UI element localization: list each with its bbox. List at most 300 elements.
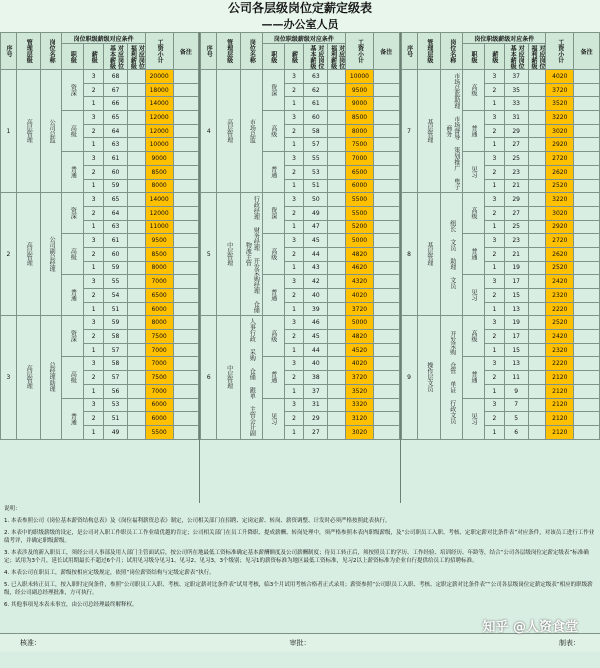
row-level: 高层管理 [217, 70, 241, 193]
row-salgrade: 2 [284, 330, 304, 344]
row-salgrade: 2 [484, 247, 504, 261]
row-remark [574, 371, 600, 385]
row-remark [173, 384, 199, 398]
row-remark [574, 261, 600, 275]
row-total: 2920 [546, 138, 574, 152]
row-remark [173, 289, 199, 303]
row-grade: 见习 [463, 275, 485, 316]
row-remark [373, 289, 399, 303]
row-welfare [528, 425, 546, 439]
row-grade: 普通 [463, 357, 485, 398]
row-post: 市场总监助理 市场督导 策划推广 电子商务 [441, 70, 463, 193]
row-salgrade: 1 [284, 384, 304, 398]
row-total: 4020 [546, 70, 574, 84]
row-level: 操作层文员 [417, 316, 441, 439]
row-base: 60 [304, 111, 328, 125]
row-welfare [328, 234, 346, 248]
row-remark [574, 425, 600, 439]
row-base: 42 [304, 275, 328, 289]
row-seq: 4 [201, 70, 217, 193]
row-remark [574, 220, 600, 234]
row-base: 25 [504, 152, 528, 166]
row-base: 15 [504, 343, 528, 357]
row-base: 58 [304, 124, 328, 138]
row-salgrade: 2 [84, 83, 104, 97]
row-total: 2420 [546, 330, 574, 344]
row-post: 总经理助理 [40, 316, 62, 439]
row-welfare [127, 425, 145, 439]
row-total: 2320 [546, 343, 574, 357]
row-salgrade: 2 [484, 206, 504, 220]
row-grade: 高级 [262, 111, 284, 152]
row-base: 44 [304, 247, 328, 261]
row-welfare [127, 357, 145, 371]
row-remark [373, 83, 399, 97]
table-row [401, 193, 599, 207]
row-total: 8000 [346, 124, 374, 138]
row-welfare [528, 220, 546, 234]
row-remark [574, 302, 600, 316]
row-total: 3520 [346, 384, 374, 398]
row-remark [173, 193, 199, 207]
header-total: 工资小计 [546, 33, 574, 70]
row-base: 13 [504, 302, 528, 316]
notes-label: 说明： [4, 506, 21, 512]
row-grade: 高级 [62, 234, 84, 275]
row-total: 6000 [145, 412, 173, 426]
row-post: 公司副总经理 [40, 193, 62, 316]
row-total: 5500 [346, 193, 374, 207]
row-welfare [528, 398, 546, 412]
row-base: 63 [104, 220, 128, 234]
row-base: 61 [304, 97, 328, 111]
row-welfare [528, 302, 546, 316]
row-base: 6 [504, 425, 528, 439]
row-remark [373, 152, 399, 166]
row-total: 6500 [145, 289, 173, 303]
row-remark [173, 111, 199, 125]
row-total: 18000 [145, 83, 173, 97]
row-seq: 2 [1, 193, 17, 316]
row-salgrade: 2 [84, 124, 104, 138]
row-welfare [328, 371, 346, 385]
row-welfare [528, 330, 546, 344]
row-seq: 3 [1, 316, 17, 439]
row-welfare [127, 124, 145, 138]
row-salgrade: 1 [284, 138, 304, 152]
row-total: 5500 [346, 206, 374, 220]
row-remark [173, 330, 199, 344]
row-base: 61 [104, 234, 128, 248]
row-total: 3720 [346, 371, 374, 385]
row-grade: 高级 [262, 234, 284, 275]
row-base: 23 [504, 234, 528, 248]
row-remark [373, 111, 399, 125]
row-base: 15 [504, 289, 528, 303]
row-remark [373, 234, 399, 248]
row-total: 4020 [346, 357, 374, 371]
row-base: 59 [104, 261, 128, 275]
row-total: 8000 [145, 179, 173, 193]
row-salgrade: 3 [284, 70, 304, 84]
row-total: 7500 [346, 138, 374, 152]
row-total: 2620 [546, 247, 574, 261]
row-grade: 高级 [62, 357, 84, 398]
row-welfare [127, 83, 145, 97]
row-welfare [127, 330, 145, 344]
row-base: 29 [304, 412, 328, 426]
row-salgrade: 3 [484, 316, 504, 330]
row-salgrade: 2 [84, 247, 104, 261]
row-grade: 高级 [463, 70, 485, 111]
row-welfare [328, 302, 346, 316]
row-base: 58 [104, 330, 128, 344]
header-base: 对应岗位基本薪级 [304, 44, 328, 70]
row-salgrade: 1 [284, 425, 304, 439]
row-salgrade: 3 [284, 275, 304, 289]
header-reqs: 岗位职级薪级对应条件 [262, 33, 345, 44]
row-base: 61 [104, 152, 128, 166]
row-base: 35 [504, 83, 528, 97]
row-level: 高层管理 [16, 70, 40, 193]
row-total: 10000 [346, 70, 374, 84]
row-welfare [528, 371, 546, 385]
row-remark [574, 152, 600, 166]
row-remark [373, 316, 399, 330]
table-row [201, 316, 399, 330]
row-salgrade: 2 [284, 289, 304, 303]
row-welfare [328, 398, 346, 412]
row-base: 66 [104, 97, 128, 111]
row-salgrade: 2 [484, 412, 504, 426]
row-salgrade: 2 [284, 247, 304, 261]
row-total: 12000 [145, 111, 173, 125]
row-base: 43 [304, 261, 328, 275]
row-base: 68 [104, 70, 128, 84]
row-salgrade: 1 [84, 261, 104, 275]
row-salgrade: 2 [484, 289, 504, 303]
row-welfare [528, 261, 546, 275]
row-base: 45 [304, 330, 328, 344]
row-base: 27 [504, 206, 528, 220]
row-salgrade: 1 [484, 425, 504, 439]
row-total: 2120 [546, 384, 574, 398]
row-seq: 5 [201, 193, 217, 316]
row-welfare [127, 70, 145, 84]
row-welfare [328, 412, 346, 426]
row-grade: 资深 [262, 70, 284, 111]
row-remark [173, 70, 199, 84]
row-salgrade: 2 [84, 330, 104, 344]
row-welfare [127, 371, 145, 385]
row-salgrade: 1 [484, 179, 504, 193]
row-remark [173, 247, 199, 261]
row-base: 46 [304, 316, 328, 330]
row-welfare [528, 316, 546, 330]
row-total: 7000 [145, 384, 173, 398]
row-welfare [528, 165, 546, 179]
row-base: 11 [504, 371, 528, 385]
row-total: 5000 [346, 234, 374, 248]
row-salgrade: 3 [84, 357, 104, 371]
row-remark [373, 357, 399, 371]
row-base: 31 [304, 398, 328, 412]
row-grade: 资深 [62, 70, 84, 111]
table-row [401, 316, 599, 330]
header-reqs: 岗位职级薪级对应条件 [463, 33, 546, 44]
row-salgrade: 2 [84, 206, 104, 220]
row-level: 中层管理 [217, 193, 241, 316]
row-base: 59 [104, 179, 128, 193]
maker-label: 制表： [559, 639, 580, 647]
row-base: 13 [504, 357, 528, 371]
row-remark [373, 275, 399, 289]
row-total: 3520 [546, 97, 574, 111]
row-welfare [528, 138, 546, 152]
row-welfare [328, 330, 346, 344]
row-level: 高层管理 [16, 316, 40, 439]
row-welfare [528, 179, 546, 193]
row-base: 27 [304, 425, 328, 439]
row-level: 高层管理 [16, 193, 40, 316]
row-welfare [127, 302, 145, 316]
row-grade: 高级 [62, 111, 84, 152]
header-reqs: 岗位职级薪级对应条件 [62, 33, 145, 44]
row-welfare [528, 111, 546, 125]
header-remark: 备注 [173, 33, 199, 70]
row-total: 6000 [145, 398, 173, 412]
row-total: 4820 [346, 330, 374, 344]
row-welfare [328, 97, 346, 111]
row-total: 3020 [546, 124, 574, 138]
row-base: 63 [304, 70, 328, 84]
row-salgrade: 1 [284, 97, 304, 111]
row-remark [173, 275, 199, 289]
row-salgrade: 2 [284, 206, 304, 220]
row-welfare [328, 275, 346, 289]
row-base: 60 [104, 165, 128, 179]
row-total: 3720 [346, 302, 374, 316]
row-total: 2520 [546, 316, 574, 330]
row-remark [373, 138, 399, 152]
row-welfare [528, 97, 546, 111]
row-base: 44 [304, 343, 328, 357]
row-total: 4020 [346, 289, 374, 303]
row-total: 2120 [546, 371, 574, 385]
table-block [200, 32, 400, 503]
row-remark [173, 234, 199, 248]
row-remark [574, 83, 600, 97]
row-total: 4520 [346, 343, 374, 357]
header-grade: 职级 [463, 44, 485, 70]
salary-table [401, 32, 600, 440]
row-welfare [127, 220, 145, 234]
row-total: 11000 [145, 220, 173, 234]
row-grade: 见习 [463, 398, 485, 439]
row-remark [373, 425, 399, 439]
header-base: 对应岗位基本薪级 [104, 44, 128, 70]
row-salgrade: 3 [84, 234, 104, 248]
row-salgrade: 1 [484, 97, 504, 111]
row-remark [373, 193, 399, 207]
row-welfare [528, 124, 546, 138]
note-item: 6. 其他事项见本表未事宜，由公司总经理最终解释权。 [4, 602, 138, 608]
row-salgrade: 1 [84, 97, 104, 111]
row-salgrade: 1 [484, 220, 504, 234]
row-remark [373, 371, 399, 385]
row-salgrade: 1 [84, 220, 104, 234]
row-welfare [528, 193, 546, 207]
row-total: 8000 [145, 316, 173, 330]
row-remark [173, 138, 199, 152]
note-item: 3. 本表涉及的新入职员工，须经公司人事部及用人部门主管面试后，按公司所在地最低工资标准确定基本薪酬额度及公司薪酬制度；待员工转正后，须按照员工的学历、工作经验、培训经历、年龄等，结合“公司各层级岗位定薪定级表”标准确定；试用为3个月，延长试用期最长不超过6个月；试用见习级分见习1、见习2、见习3，3个级别；见习1的薪资标准为地区最低工资标准，见习2以上薪资标准为企业自行提供给员工的招聘标准。 [4, 550, 589, 564]
row-total: 5000 [346, 316, 374, 330]
row-grade: 高级 [463, 316, 485, 357]
row-welfare [328, 193, 346, 207]
row-base: 37 [504, 70, 528, 84]
row-remark [373, 97, 399, 111]
row-grade: 普通 [62, 275, 84, 316]
row-welfare [127, 316, 145, 330]
header-grade: 职级 [62, 44, 84, 70]
row-salgrade: 3 [84, 152, 104, 166]
sheet-subtitle: ——办公室人员 [0, 17, 600, 32]
row-remark [373, 302, 399, 316]
row-remark [173, 425, 199, 439]
row-base: 49 [304, 206, 328, 220]
row-salgrade: 3 [84, 275, 104, 289]
row-remark [574, 206, 600, 220]
row-salgrade: 1 [284, 220, 304, 234]
row-grade: 资深 [62, 193, 84, 234]
row-remark [373, 330, 399, 344]
row-welfare [127, 412, 145, 426]
row-salgrade: 2 [284, 165, 304, 179]
header-remark: 备注 [574, 33, 600, 70]
row-total: 4320 [346, 275, 374, 289]
row-remark [574, 124, 600, 138]
row-base: 17 [504, 275, 528, 289]
row-remark [574, 111, 600, 125]
row-remark [574, 234, 600, 248]
row-salgrade: 2 [284, 412, 304, 426]
row-remark [373, 70, 399, 84]
row-base: 55 [104, 275, 128, 289]
row-salgrade: 3 [84, 398, 104, 412]
row-salgrade: 3 [484, 275, 504, 289]
row-total: 2620 [546, 165, 574, 179]
row-total: 8500 [145, 247, 173, 261]
row-salgrade: 3 [284, 234, 304, 248]
row-remark [574, 398, 600, 412]
note-item: 2. 本表中的职级薪级的设定，是公司对入职工作职员工工作业绩优越的肯定；公司相关部门在员工升降职、提成薪酬、转岗处理中，须严格参照本表内职级薪级，及“公司职员工入职、考核、定职定薪对比条件表”对应条件，对该员工进行工作业绩考评，并确定职级薪级。 [4, 530, 595, 544]
header-level: 管理层级 [417, 33, 441, 70]
row-welfare [328, 247, 346, 261]
row-total: 3320 [346, 398, 374, 412]
header-base: 对应岗位基本薪级 [504, 44, 528, 70]
row-welfare [127, 138, 145, 152]
row-salgrade: 1 [84, 343, 104, 357]
row-base: 39 [304, 302, 328, 316]
row-base: 57 [104, 343, 128, 357]
row-total: 14000 [145, 97, 173, 111]
row-remark [173, 152, 199, 166]
row-welfare [328, 179, 346, 193]
row-base: 64 [104, 206, 128, 220]
row-welfare [328, 357, 346, 371]
row-salgrade: 3 [284, 193, 304, 207]
note-item: 5. 已入职未转正员工，按入职时定岗条件，参照“公司职员工入职、考核、定职定薪对比条件表”试用考核，临3个月试用考核合格者正式录用；薪资参照“公司职员工入职、考核、定职定薪对比条件表”“公司各层级岗位定薪定级表”相应的职级薪级，经公司副总经理批准，方可执行。 [4, 582, 593, 596]
row-total: 6000 [145, 302, 173, 316]
table-row [201, 70, 399, 84]
row-salgrade: 1 [84, 384, 104, 398]
row-total: 20000 [145, 70, 173, 84]
row-remark [173, 165, 199, 179]
row-post: 开发采购 仓管 单证 行政文员 [441, 316, 463, 439]
row-base: 65 [104, 111, 128, 125]
header-post: 岗位名称 [240, 33, 262, 70]
row-salgrade: 1 [484, 261, 504, 275]
row-welfare [328, 289, 346, 303]
row-post: 公司总监 [40, 70, 62, 193]
row-remark [373, 124, 399, 138]
header-level: 管理层级 [217, 33, 241, 70]
row-base: 7 [504, 398, 528, 412]
row-salgrade: 2 [84, 289, 104, 303]
row-welfare [328, 138, 346, 152]
row-salgrade: 2 [484, 124, 504, 138]
row-salgrade: 1 [84, 425, 104, 439]
salary-table [0, 32, 199, 440]
table-row [1, 316, 199, 330]
row-base: 19 [504, 316, 528, 330]
row-total: 7500 [145, 330, 173, 344]
row-salgrade: 2 [284, 83, 304, 97]
watermark: 知乎 @人资食堂 [482, 620, 578, 635]
row-salgrade: 3 [484, 398, 504, 412]
row-welfare [127, 384, 145, 398]
row-salgrade: 1 [484, 384, 504, 398]
row-total: 9500 [145, 234, 173, 248]
row-level: 基层管理 [417, 70, 441, 193]
row-total: 2220 [546, 357, 574, 371]
row-base: 58 [104, 357, 128, 371]
row-salgrade: 3 [484, 234, 504, 248]
row-salgrade: 2 [284, 371, 304, 385]
row-grade: 普通 [262, 357, 284, 398]
row-remark [173, 302, 199, 316]
note-item: 4. 本表公司在职员工，薪级按相应定级规定，依照“岗位薪资结构与定级定薪表”执行。 [4, 570, 215, 576]
row-base: 53 [304, 165, 328, 179]
row-total: 3020 [546, 206, 574, 220]
row-remark [373, 220, 399, 234]
row-remark [574, 343, 600, 357]
row-salgrade: 3 [484, 70, 504, 84]
row-welfare [328, 316, 346, 330]
row-remark [373, 384, 399, 398]
row-welfare [528, 275, 546, 289]
row-welfare [528, 412, 546, 426]
header-welfare: 对应岗位福利薪级 [329, 44, 345, 69]
review-label: 审批： [289, 639, 311, 647]
header-salgrade: 薪级 [284, 44, 304, 70]
row-base: 29 [504, 193, 528, 207]
row-remark [574, 357, 600, 371]
row-base: 67 [104, 83, 128, 97]
row-total: 2220 [546, 302, 574, 316]
row-salgrade: 2 [484, 165, 504, 179]
row-welfare [127, 261, 145, 275]
